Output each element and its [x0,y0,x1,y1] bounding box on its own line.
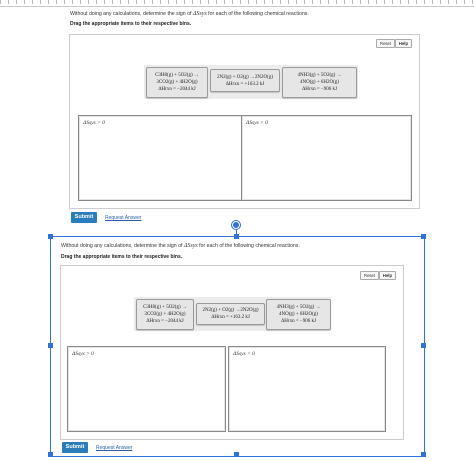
reset-button[interactable]: Reset [376,39,395,48]
reaction-item-ammonia-copy[interactable]: 4NH3(g) + 5O2(g) → 4NO(g) + 6H2O(g) ΔHrxn = −906 kJ [266,299,331,330]
reaction-item-nitrogen[interactable]: 2N2(g) + O2(g) →2N2O(g) ΔHrxn = +163.2 kJ [210,69,280,92]
bin-negative-label-copy: ΔSsys < 0 [233,351,255,357]
resize-handle-bottom[interactable] [234,452,239,457]
bin-negative-label: ΔSsys < 0 [246,120,268,126]
request-answer-link[interactable]: Request Answer [105,215,142,221]
selection-box[interactable] [50,236,425,457]
rotate-handle[interactable] [232,221,240,229]
bin-positive-label-copy: ΔSsys > 0 [72,351,94,357]
resize-handle-left[interactable] [48,343,53,348]
bin-positive-label: ΔSsys > 0 [83,120,105,126]
top-ruler [0,0,474,7]
question-prompt-copy: Without doing any calculations, determine the sign of ΔSsys for each of the following chemical reactions. [61,243,300,249]
resize-handle-top-right[interactable] [421,234,426,239]
question-prompt: Without doing any calculations, determine the sign of ΔSsys for each of the following chemical reactions. [70,11,309,17]
reset-button-copy[interactable]: Reset [360,271,379,280]
resize-handle-bottom-right[interactable] [421,452,426,457]
drag-drop-workspace [69,34,420,209]
bin-positive-entropy[interactable] [78,115,243,201]
submit-button-copy[interactable]: Submit [62,442,88,453]
reaction-item-ammonia[interactable]: 4NH3(g) + 5O2(g) → 4NO(g) + 6H2O(g) ΔHrxn = −906 kJ [282,67,357,98]
submit-button[interactable]: Submit [71,212,97,223]
resize-handle-bottom-left[interactable] [48,452,53,457]
reaction-item-propane-copy[interactable]: C3H8(g) + 5O2(g) → 3CO2(g) + 4H2O(g) ΔHrxn = −2044 kJ [136,299,194,330]
item-tray [144,65,358,99]
help-button[interactable]: Help [395,39,412,48]
resize-handle-top[interactable] [234,234,239,239]
reaction-item-nitrogen-copy[interactable]: 2N2(g) + O2(g) →2N2O(g) ΔHrxn = +163.2 kJ [196,303,265,325]
help-button-copy[interactable]: Help [379,271,396,280]
bin-negative-entropy[interactable] [241,115,412,201]
question-instruction: Drag the appropriate items to their respective bins. [70,21,192,27]
reaction-item-propane[interactable]: C3H8(g) + 5O2(g) → 3CO2(g) + 4H2O(g) ΔHrxn = −2044 kJ [146,67,208,98]
request-answer-link-copy[interactable]: Request Answer [96,445,133,451]
question-instruction-copy: Drag the appropriate items to their respective bins. [61,254,183,260]
resize-handle-top-left[interactable] [48,234,53,239]
resize-handle-right[interactable] [421,343,426,348]
